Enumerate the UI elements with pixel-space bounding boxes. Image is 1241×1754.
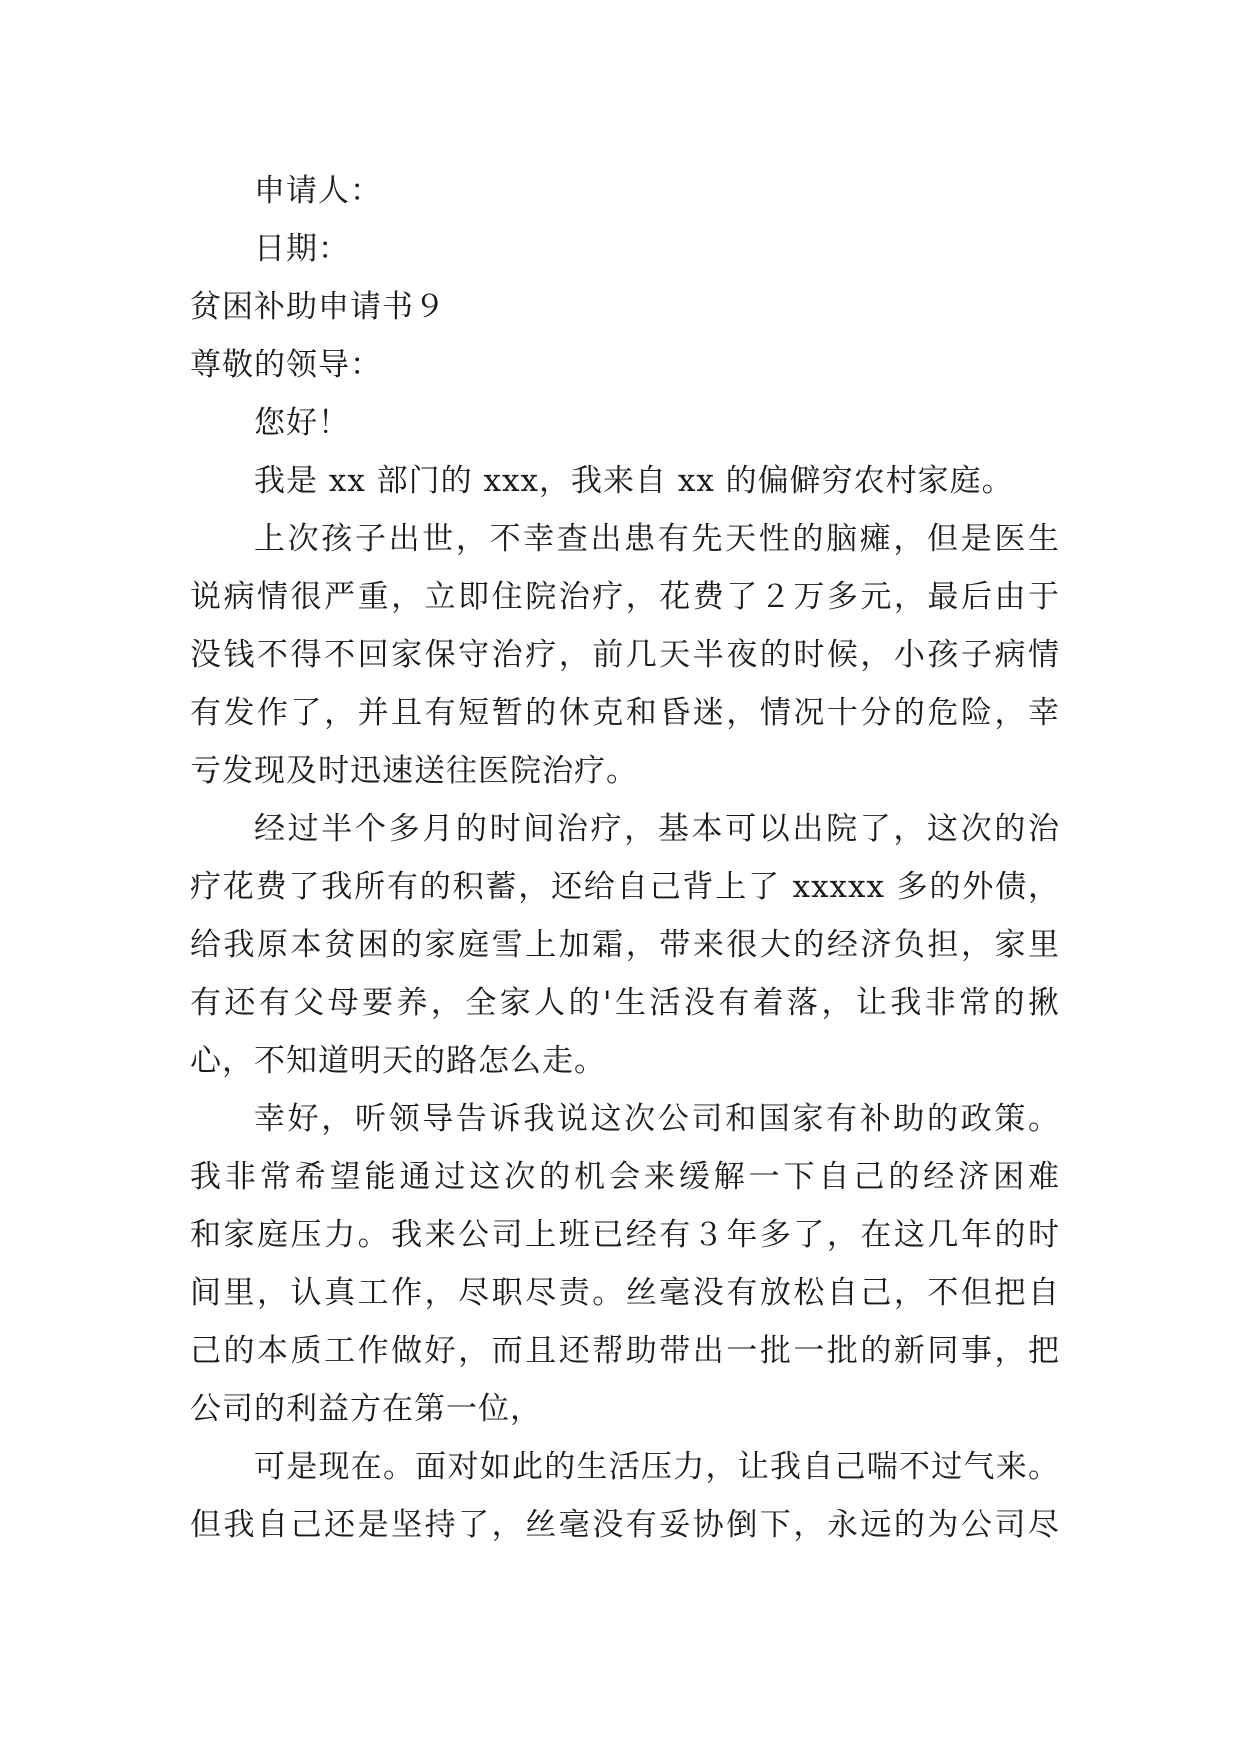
paragraph-line: 说病情很严重，立即住院治疗，花费了２万多元，最后由于	[190, 579, 1060, 615]
salutation: 尊敬的领导：	[190, 347, 382, 383]
paragraph-1	[190, 452, 1060, 510]
paragraph-line: 亏发现及时迅速送往医院治疗。	[190, 753, 638, 789]
paragraph-line: 可是现在。面对如此的生活压力，让我自己喘不过气来。	[254, 1449, 1060, 1485]
greeting: 您好！	[254, 405, 350, 441]
paragraph-line: 上次孩子出世，不幸查出患有先天性的脑瘫，但是医生	[254, 521, 1060, 557]
paragraph-line: 经过半个多月的时间治疗，基本可以出院了，这次的治	[254, 811, 1060, 847]
applicant-label: 申请人：	[254, 173, 382, 209]
paragraph-line: 有发作了，并且有短暂的休克和昏迷，情况十分的危险，幸	[190, 695, 1060, 731]
document-title: 贫困补助申请书９	[190, 289, 446, 325]
paragraph-line: 疗花费了我所有的积蓄，还给自己背上了 xxxxx 多的外债，	[190, 869, 1060, 905]
paragraph-line: 间里，认真工作，尽职尽责。丝毫没有放松自己，不但把自	[190, 1275, 1060, 1311]
paragraph-line: 给我原本贫困的家庭雪上加霜，带来很大的经济负担，家里	[190, 927, 1060, 963]
paragraph-line: 和家庭压力。我来公司上班已经有３年多了，在这几年的时	[190, 1217, 1060, 1253]
paragraph-line: 但我自己还是坚持了，丝毫没有妥协倒下，永远的为公司尽	[190, 1507, 1060, 1543]
paragraph-line: 幸好，听领导告诉我说这次公司和国家有补助的政策。	[254, 1101, 1060, 1137]
paragraph-line: 己的本质工作做好，而且还帮助带出一批一批的新同事，把	[190, 1333, 1060, 1369]
paragraph-line: 公司的利益方在第一位，	[190, 1391, 542, 1427]
paragraph-2	[190, 510, 1060, 800]
paragraph-line: 心，不知道明天的路怎么走。	[190, 1043, 606, 1079]
paragraph-line: 有还有父母要养，全家人的'生活没有着落，让我非常的揪	[190, 985, 1060, 1021]
paragraph-line: 我非常希望能通过这次的机会来缓解一下自己的经济困难	[190, 1159, 1060, 1195]
document-body	[190, 162, 1060, 1554]
date-label: 日期：	[254, 231, 350, 267]
paragraph-3	[190, 800, 1060, 1090]
paragraph-line: 没钱不得不回家保守治疗，前几天半夜的时候，小孩子病情	[190, 637, 1060, 673]
paragraph-4	[190, 1090, 1060, 1438]
paragraph-line: 我是 xx 部门的 xxx，我来自 xx 的偏僻穷农村家庭。	[254, 463, 1014, 499]
paragraph-5	[190, 1438, 1060, 1554]
